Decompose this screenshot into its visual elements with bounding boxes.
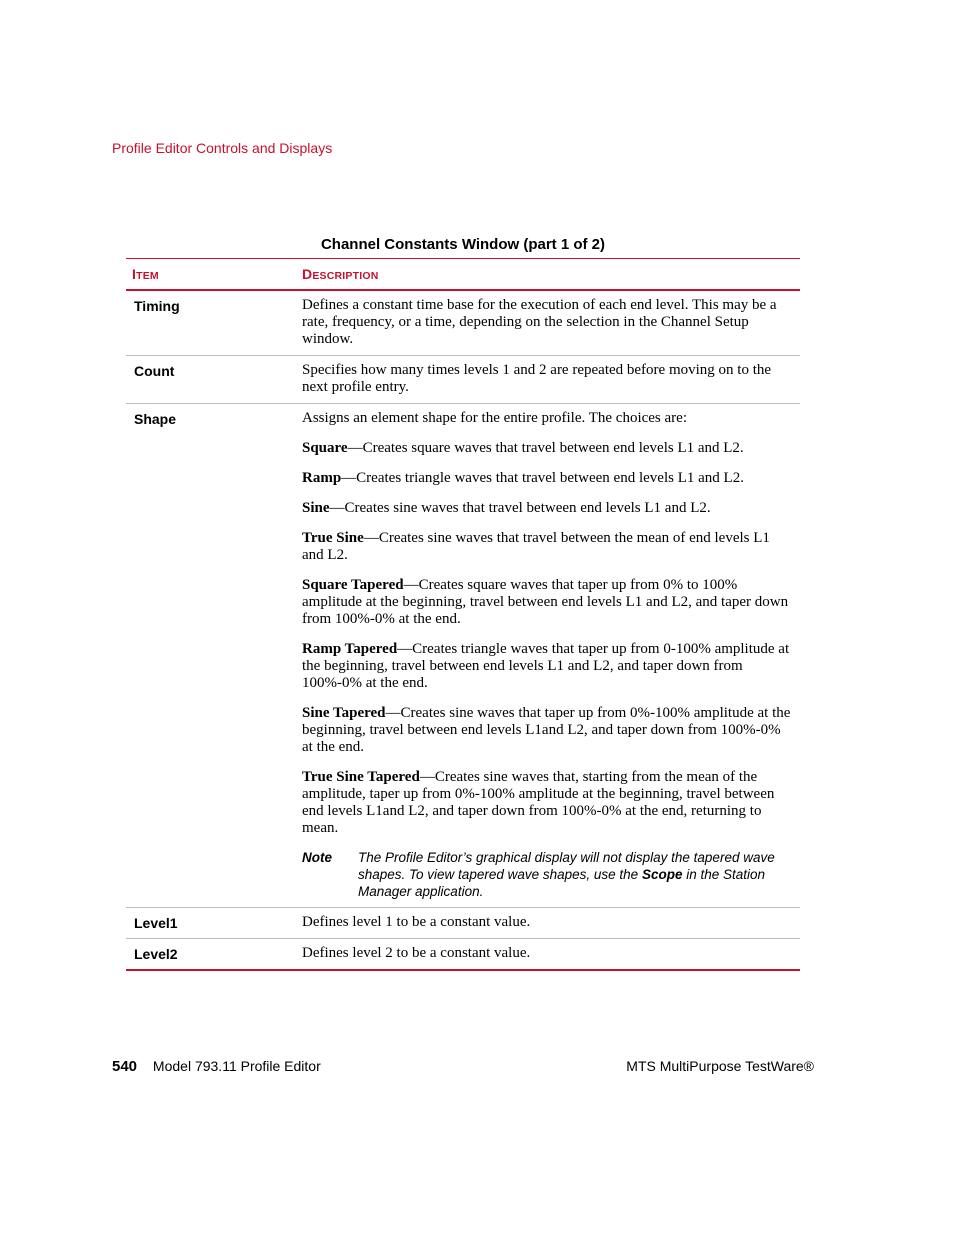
product-name: MTS MultiPurpose TestWare® — [626, 1058, 814, 1074]
note-text: The Profile Editor’s graphical display will not display the tapered wave shapes. To view tapered wave shapes, use the Scope in the Station Manager application. — [358, 850, 775, 899]
channel-constants-table — [126, 258, 800, 971]
shape-choice: Sine—Creates sine waves that travel between end levels L1 and L2. — [302, 500, 711, 516]
table-title: Channel Constants Window (part 1 of 2) — [320, 236, 606, 253]
row-description: Specifies how many times levels 1 and 2 are repeated before moving on to the next profile entry. — [302, 362, 772, 395]
shape-choice: True Sine Tapered—Creates sine waves that, starting from the mean of the amplitude, taper up from 0%-100% amplitude at the beginning, travel between end levels L1and L2, and taper down from 100%-0% at the end, returning to mean. — [302, 769, 775, 836]
column-header-item: ITEM — [132, 266, 159, 282]
page-number: 540 — [112, 1058, 138, 1075]
page-footer — [112, 1058, 814, 1075]
row-item-label: Timing — [134, 298, 180, 314]
table-row — [126, 939, 800, 971]
table-row — [126, 291, 800, 356]
row-description: Defines a constant time base for the execution of each end level. This may be a rate, frequency, or a time, depending on the selection in the Channel Setup window. — [302, 297, 777, 347]
row-description — [302, 410, 792, 900]
section-header-link[interactable]: Profile Editor Controls and Displays — [112, 140, 333, 156]
shape-choice: Ramp Tapered—Creates triangle waves that taper up from 0-100% amplitude at the beginning, travel between end levels L1 and L2, and taper down from 100%-0% at the end. — [302, 641, 790, 691]
shape-intro: Assigns an element shape for the entire profile. The choices are: — [302, 410, 687, 426]
column-header-description: DESCRIPTION — [302, 266, 379, 282]
table-header-row — [126, 259, 800, 291]
scope-term: Scope — [641, 867, 683, 882]
note-block — [302, 849, 792, 900]
table-row — [126, 404, 800, 908]
row-item-label: Level2 — [134, 946, 178, 962]
shape-choice: Sine Tapered—Creates sine waves that taper up from 0%-100% amplitude at the beginning, travel between end levels L1and L2, and taper down from 100%-0% at the end. — [302, 705, 791, 755]
row-item-label: Count — [134, 363, 175, 379]
shape-choice: Square—Creates square waves that travel between end levels L1 and L2. — [302, 440, 744, 456]
shape-choice: Square Tapered—Creates square waves that taper up from 0% to 100% amplitude at the beginning, travel between end levels L1 and L2, and taper down from 100%-0% at the end. — [302, 577, 789, 627]
row-item-label: Level1 — [134, 915, 178, 931]
row-description: Defines level 1 to be a constant value. — [302, 914, 531, 930]
row-item-label: Shape — [134, 411, 177, 427]
table-row — [126, 356, 800, 404]
row-description: Defines level 2 to be a constant value. — [302, 945, 531, 961]
shape-choice: True Sine—Creates sine waves that travel between the mean of end levels L1 and L2. — [302, 530, 770, 563]
document-title: Model 793.11 Profile Editor — [152, 1058, 321, 1074]
shape-choice: Ramp—Creates triangle waves that travel between end levels L1 and L2. — [302, 470, 744, 486]
table-row — [126, 908, 800, 939]
note-label: Note — [302, 850, 332, 865]
